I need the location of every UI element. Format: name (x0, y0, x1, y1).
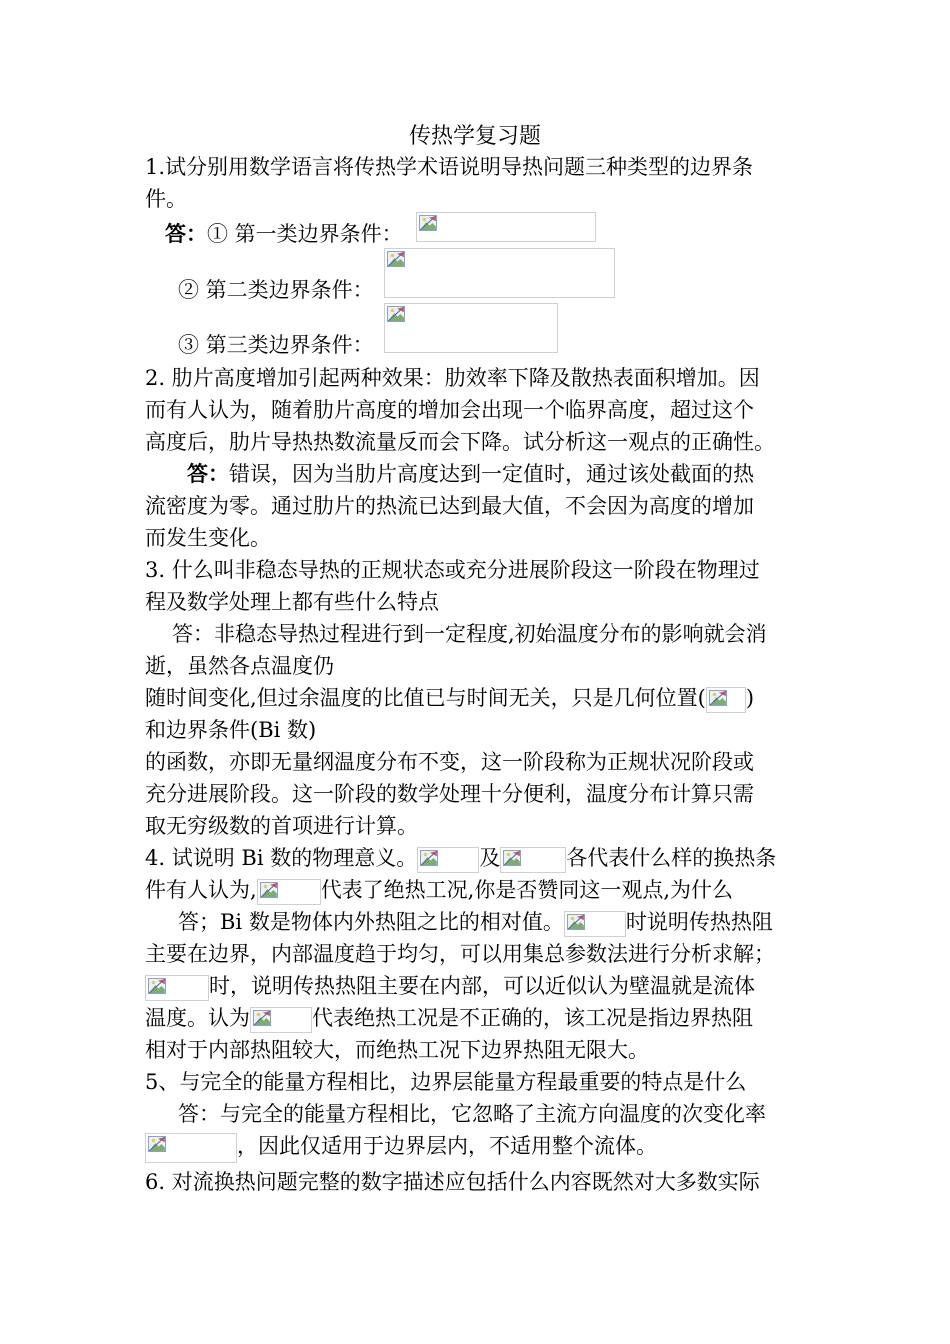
answer-4-line-1 (178, 906, 773, 938)
answer-2-line-3: 而发生变化。 (145, 526, 271, 550)
answer-3-text: 随时间变化,但过余温度的比值已与时间无关，只是几何位置( (145, 686, 706, 710)
answer-3-line-6: 充分进展阶段。这一阶段的数学处理十分便利，温度分布计算只需 (145, 782, 754, 806)
answer-2-line-1 (187, 458, 754, 490)
answer-4-line-5: 相对于内部热阻较大，而绝热工况下边界热阻无限大。 (145, 1038, 649, 1062)
answer-3-line-7: 取无穷级数的首项进行计算。 (145, 814, 418, 838)
answer-5-text: ，因此仅适用于边界层内，不适用整个流体。 (237, 1134, 657, 1158)
broken-image-icon (420, 850, 438, 866)
question-1-line-1: 1.试分别用数学语言将传热学术语说明导热问题三种类型的边界条 (145, 155, 754, 179)
conjunction: 及 (479, 846, 501, 870)
broken-image-icon (567, 914, 585, 930)
question-2-line-1: 2. 肋片高度增加引起两种效果：肋效率下降及散热表面积增加。因 (145, 366, 760, 390)
formula-image-second-derivative (145, 1133, 237, 1163)
question-2-line-3: 高度后，肋片导热热数流量反而会下降。试分析这一观点的正确性。 (145, 430, 775, 454)
broken-image-icon (387, 251, 405, 267)
answer-4-text: 温度。认为 (145, 1006, 250, 1030)
broken-image-icon (253, 1010, 271, 1026)
formula-image-bi-small (417, 847, 479, 873)
answer-4-line-4 (145, 1002, 753, 1034)
broken-image-icon (148, 1136, 166, 1152)
answer-4-text: 时说明传热热阻 (625, 910, 773, 934)
formula-image-position (706, 687, 746, 713)
answer-3-line-3 (145, 682, 754, 714)
answer-2-line-2: 流密度为零。通过肋片的热流已达到最大值，不会因为高度的增加 (145, 494, 754, 518)
first-boundary-label: ① 第一类边界条件： (207, 222, 403, 246)
second-boundary-label: ② 第二类边界条件： (178, 278, 374, 302)
question-6-line-1: 6. 对流换热问题完整的数字描述应包括什么内容既然对大多数实际 (145, 1170, 760, 1194)
formula-image-first-boundary (416, 212, 596, 242)
broken-image-icon (260, 882, 278, 898)
formula-image-bi-zero (257, 879, 321, 905)
formula-image-second-boundary (384, 248, 615, 298)
broken-image-icon (148, 978, 166, 994)
answer-3-line-2: 逝，虽然各点温度仍 (145, 654, 334, 678)
answer-5-line-2 (145, 1130, 657, 1163)
question-4-text: 代表了绝热工况,你是否赞同这一观点,为什么 (320, 878, 734, 902)
answer-3-line-4: 和边界条件(Bi 数) (145, 718, 317, 742)
question-4-text: 4. 试说明 Bi 数的物理意义。 (145, 846, 418, 870)
answer-4-text: 代表绝热工况是不正确的，该工况是指边界热阻 (312, 1006, 753, 1030)
formula-image-bi-condition-3 (250, 1007, 312, 1033)
answer-2-text: 错误，因为当肋片高度达到一定值时，通过该处截面的热 (229, 462, 754, 486)
question-2-line-2: 而有人认为，随着肋片高度的增加会出现一个临界高度，超过这个 (145, 398, 754, 422)
question-4-line-1 (145, 842, 776, 874)
question-1-line-2: 件。 (145, 187, 187, 211)
broken-image-icon (387, 306, 405, 322)
formula-image-bi-large (500, 847, 566, 873)
answer-4-line-3 (145, 970, 755, 1002)
broken-image-icon (709, 690, 727, 706)
question-4-text: 各代表什么样的换热条 (566, 846, 777, 870)
formula-image-third-boundary (384, 303, 558, 353)
question-3-line-2: 程及数学处理上都有些什么特点 (145, 590, 439, 614)
answer-3-line-1: 答：非稳态导热过程进行到一定程度,初始温度分布的影响就会消 (172, 622, 767, 646)
broken-image-icon (419, 215, 437, 231)
third-boundary-label: ③ 第三类边界条件： (178, 333, 374, 357)
answer-4-text: 时，说明传热热阻主要在内部，可以近似认为壁温就是流体 (209, 974, 755, 998)
question-5-line-1: 5、与完全的能量方程相比，边界层能量方程最重要的特点是什么 (145, 1070, 747, 1094)
question-4-line-2 (145, 874, 733, 906)
formula-image-bi-condition-2 (145, 975, 209, 1001)
document-title: 传热学复习题 (408, 124, 541, 149)
answer-3-line-5: 的函数，亦即无量纲温度分布不变，这一阶段称为正规状况阶段或 (145, 750, 754, 774)
formula-image-bi-condition-1 (564, 911, 626, 937)
answer-4-text: 答；Bi 数是物体内外热阻之比的相对值。 (178, 910, 564, 934)
answer-5-line-1: 答：与完全的能量方程相比，它忽略了主流方向温度的次变化率 (178, 1102, 766, 1126)
question-3-line-1: 3. 什么叫非稳态导热的正规状态或充分进展阶段这一阶段在物理过 (145, 558, 760, 582)
answer-4-line-2: 主要在边界，内部温度趋于均匀，可以用集总参数法进行分析求解； (145, 942, 775, 966)
answer-label: 答： (165, 221, 207, 246)
answer-label: 答： (187, 461, 229, 486)
broken-image-icon (503, 850, 521, 866)
question-4-text: 件有人认为, (145, 878, 257, 902)
closing-paren: ) (745, 686, 755, 710)
answer-1-line-1 (165, 218, 403, 250)
